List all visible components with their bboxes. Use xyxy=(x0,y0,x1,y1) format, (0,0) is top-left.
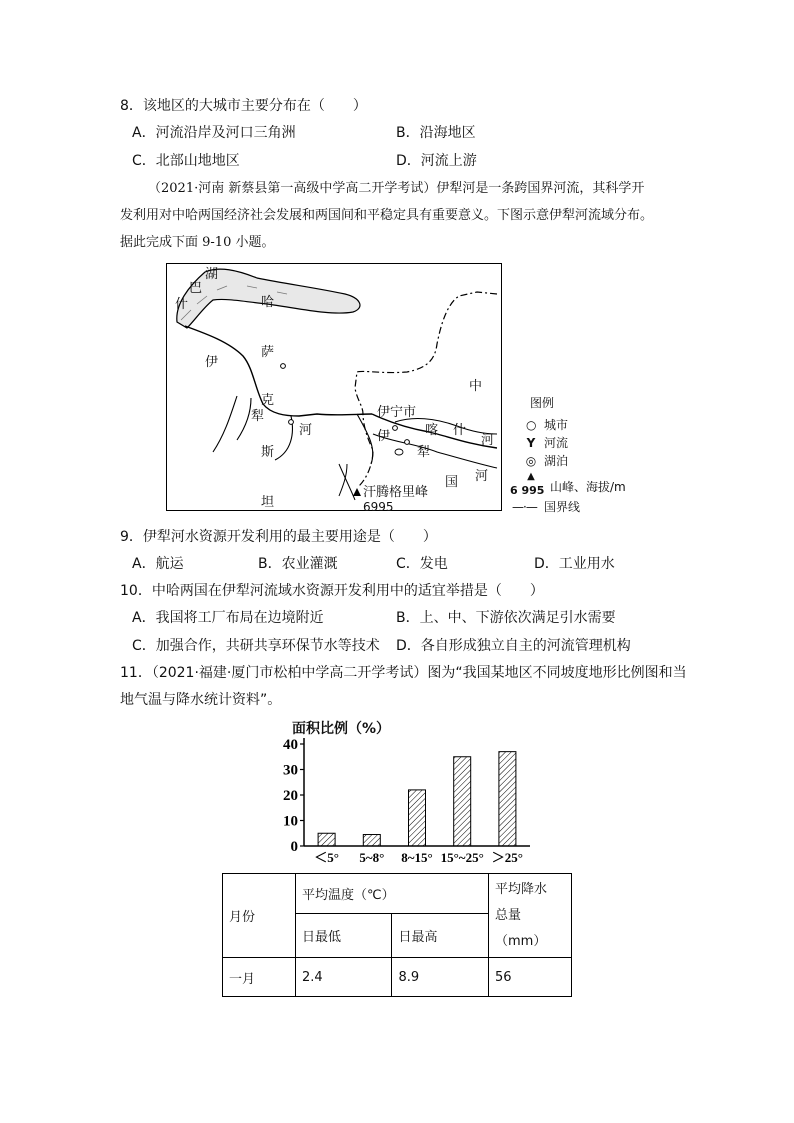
bar xyxy=(409,790,426,846)
legend-border: 国界线 xyxy=(544,500,581,514)
q10-option-b: B．上、中、下游依次满足引水需要 xyxy=(396,610,616,626)
row-min-temp: 2.4 xyxy=(296,958,392,997)
q8-option-d: D．河流上游 xyxy=(396,153,477,169)
city-yining xyxy=(393,426,398,431)
x-tick-label: 8~15° xyxy=(401,850,433,865)
slope-bar-chart xyxy=(268,712,538,867)
q9-option-b: B．农业灌溉 xyxy=(258,556,338,572)
q9-option-c: C．发电 xyxy=(396,556,448,572)
ili-east-label-1: 伊 xyxy=(377,429,391,444)
legend-peak-sample: 6 995 xyxy=(510,484,545,497)
kashi-label-1: 喀 xyxy=(425,423,439,438)
intro-line-1: （2021·河南 新蔡县第一高级中学高二开学考试）伊犁河是一条跨国界河流，其科学开 xyxy=(148,181,645,196)
peak-icon: ▲ xyxy=(527,471,535,482)
temperature-header: 平均温度（℃） xyxy=(296,874,489,914)
city-marker xyxy=(289,420,294,425)
intro-line-2: 发利用对中哈两国经济社会发展和两国间和平稳定具有重要意义。下图示意伊犁河流域分布。 xyxy=(120,208,654,223)
bar xyxy=(318,833,335,846)
y-tick-label: 0 xyxy=(290,839,298,855)
city-icon: ○ xyxy=(526,418,537,432)
peak-height-label: 6995 xyxy=(363,500,394,514)
month-header: 月份 xyxy=(223,874,296,958)
q11-line-2: 地气温与降水统计资料”。 xyxy=(120,692,282,708)
bar xyxy=(363,835,380,846)
q8-stem: 8．该地区的大城市主要分布在（ ） xyxy=(120,98,367,114)
q8-option-b: B．沿海地区 xyxy=(396,125,476,141)
city-marker xyxy=(281,364,286,369)
q10-stem: 10．中哈两国在伊犁河流域水资源开发利用中的适宜举措是（ ） xyxy=(120,583,544,599)
ili-west-label-2: 犁 xyxy=(251,409,265,424)
x-tick-label: ＜5° xyxy=(314,850,339,865)
q10-option-a: A．我国将工厂布局在边境附近 xyxy=(132,610,324,626)
lake-label-2: 巴 xyxy=(189,281,203,296)
border-icon: —·— xyxy=(512,500,537,514)
x-tick-label: 5~8° xyxy=(359,850,385,865)
x-tick-label: 15°~25° xyxy=(440,850,484,865)
q10-option-c: C．加强合作，共研共享环保节水等技术 xyxy=(132,638,380,654)
peak-name-label: 汗腾格里峰 xyxy=(363,485,429,500)
bar xyxy=(499,752,516,846)
table-row xyxy=(223,958,572,997)
row-precipitation: 56 xyxy=(489,958,572,997)
kashi-label-3: 河 xyxy=(481,433,495,448)
kashi-label-2: 什 xyxy=(453,423,467,438)
q8-option-c: C．北部山地地区 xyxy=(132,153,240,169)
climate-table xyxy=(222,873,572,997)
city-marker xyxy=(405,440,410,445)
legend-title: 图例 xyxy=(530,396,555,410)
chart-title: 面积比例（%） xyxy=(292,721,391,737)
ili-east-label-3: 河 xyxy=(475,469,489,484)
q9-option-d: D．工业用水 xyxy=(534,556,615,572)
intro-line-3: 据此完成下面 9-10 小题。 xyxy=(120,235,275,250)
country-label: 国 xyxy=(445,475,459,490)
lake-label-3: 什 xyxy=(175,297,189,312)
min-temp-header: 日最低 xyxy=(296,914,392,958)
y-tick-label: 10 xyxy=(283,813,298,830)
row-month: 一月 xyxy=(223,958,296,997)
q11-line-1: 11．（2021·福建·厦门市松柏中学高二开学考试）图为“我国某地区不同坡度地形比例图和当 xyxy=(120,665,687,681)
ili-west-label-3: 河 xyxy=(299,423,313,438)
river-icon: Y xyxy=(526,436,536,450)
q9-option-a: A．航运 xyxy=(132,556,184,572)
precipitation-header xyxy=(489,874,572,958)
legend-river: 河流 xyxy=(544,436,569,450)
peak-marker xyxy=(353,488,361,496)
ili-east-label-2: 犁 xyxy=(417,445,431,460)
lake-icon: ◎ xyxy=(525,454,537,468)
y-tick-label: 30 xyxy=(283,762,298,779)
max-temp-header: 日最高 xyxy=(392,914,489,958)
q8-option-a: A．河流沿岸及河口三角洲 xyxy=(132,125,296,141)
ili-river-basin-map xyxy=(166,263,502,514)
q9-stem: 9．伊犁河水资源开发利用的最主要用途是（ ） xyxy=(120,529,437,545)
kazakhstan-label-5: 坦 xyxy=(261,495,275,510)
lake-label-1: 湖 xyxy=(205,267,219,282)
y-tick-label: 20 xyxy=(283,788,298,804)
kazakhstan-label-4: 斯 xyxy=(261,445,275,460)
small-lake xyxy=(395,449,403,455)
ili-river-west xyxy=(185,326,372,416)
q10-option-d: D．各自形成独立自主的河流管理机构 xyxy=(396,638,631,654)
x-tick-label: ＞25° xyxy=(491,850,524,865)
china-label: 中 xyxy=(469,379,483,394)
row-max-temp: 8.9 xyxy=(392,958,489,997)
bar xyxy=(454,757,471,846)
legend-city: 城市 xyxy=(544,418,569,432)
kazakhstan-label-3: 克 xyxy=(261,393,275,408)
yining-city-label: 伊宁市 xyxy=(377,405,417,420)
legend-peak: 山峰、海拔/m xyxy=(550,480,626,494)
kazakhstan-label-2: 萨 xyxy=(261,345,275,360)
precipitation-header-line-1: 平均降水 xyxy=(495,881,548,897)
ili-west-label-1: 伊 xyxy=(205,355,219,370)
y-tick-label: 40 xyxy=(283,737,298,753)
legend-lake: 湖泊 xyxy=(544,454,569,468)
kazakhstan-label-1: 哈 xyxy=(261,295,275,310)
precipitation-header-line-2: 总量（mm） xyxy=(495,907,547,949)
